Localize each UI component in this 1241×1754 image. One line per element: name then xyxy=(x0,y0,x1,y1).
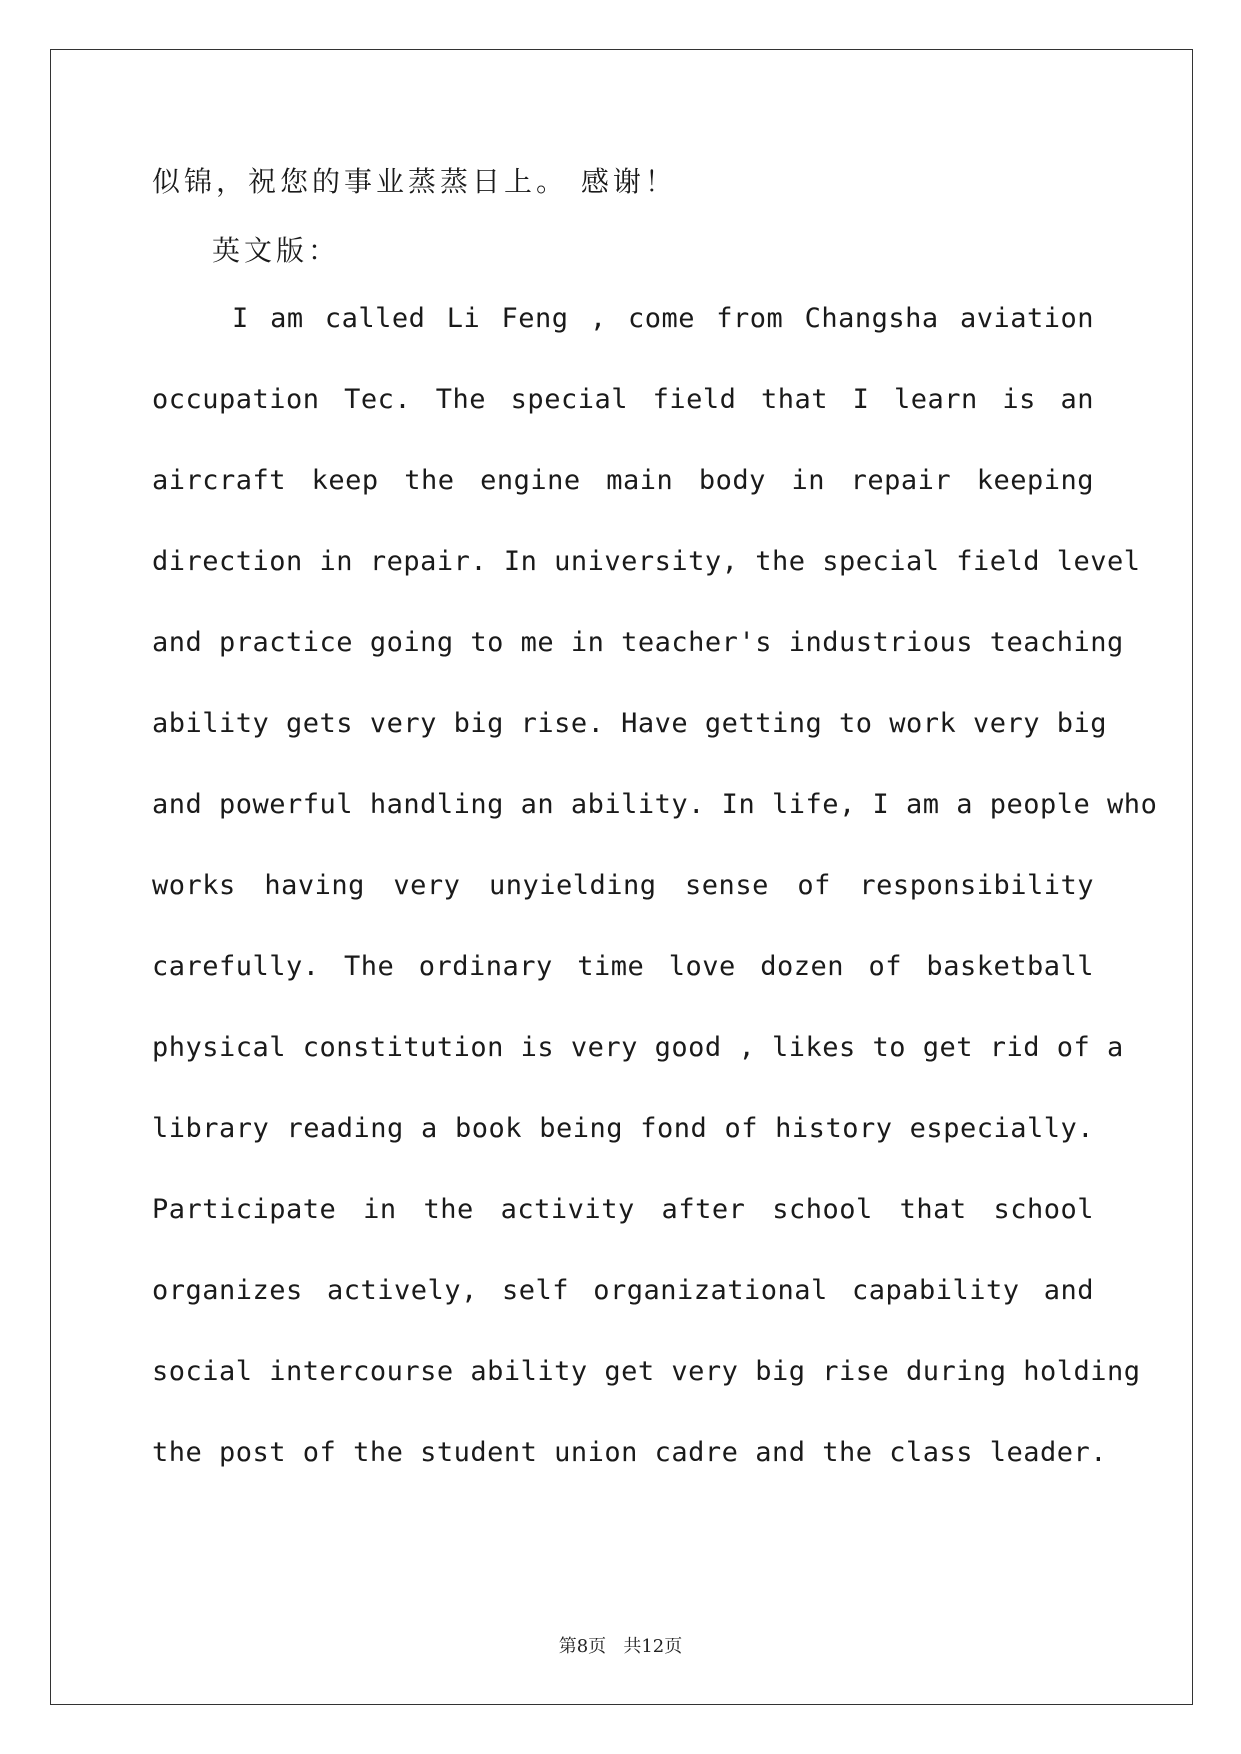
page-number-footer: 第8页 共12页 xyxy=(558,1636,683,1657)
paragraph-line: social intercourse ability get very big rise during holding xyxy=(152,1356,1141,1387)
paragraph-line: physical constitution is very good , likes to get rid of a xyxy=(152,1032,1124,1063)
paragraph-line: the post of the student union cadre and the class leader. xyxy=(152,1437,1108,1468)
paragraph-line: and powerful handling an ability. In life, I am a people who xyxy=(152,789,1158,820)
paragraph-line: I am called Li Feng , come from Changsha aviation xyxy=(232,303,1094,334)
paragraph-line: ability gets very big rise. Have getting to work very big xyxy=(152,708,1108,739)
paragraph-line: and practice going to me in teacher's industrious teaching xyxy=(152,627,1124,658)
paragraph-line: aircraft keep the engine main body in repair keeping xyxy=(152,465,1094,496)
english-paragraph xyxy=(152,278,1158,1493)
chinese-closing-line: 似锦，祝您的事业蒸蒸日上。 感谢！ xyxy=(152,165,677,198)
paragraph-line: direction in repair. In university, the special field level xyxy=(152,546,1141,577)
english-version-heading: 英文版： xyxy=(212,234,341,267)
paragraph-line: organizes actively, self organizational capability and xyxy=(152,1275,1094,1306)
paragraph-line: library reading a book being fond of history especially. xyxy=(152,1113,1094,1144)
paragraph-line: works having very unyielding sense of responsibility xyxy=(152,870,1094,901)
paragraph-line: Participate in the activity after school that school xyxy=(152,1194,1094,1225)
paragraph-line: occupation Tec. The special field that I learn is an xyxy=(152,384,1094,415)
paragraph-line: carefully. The ordinary time love dozen of basketball xyxy=(152,951,1094,982)
